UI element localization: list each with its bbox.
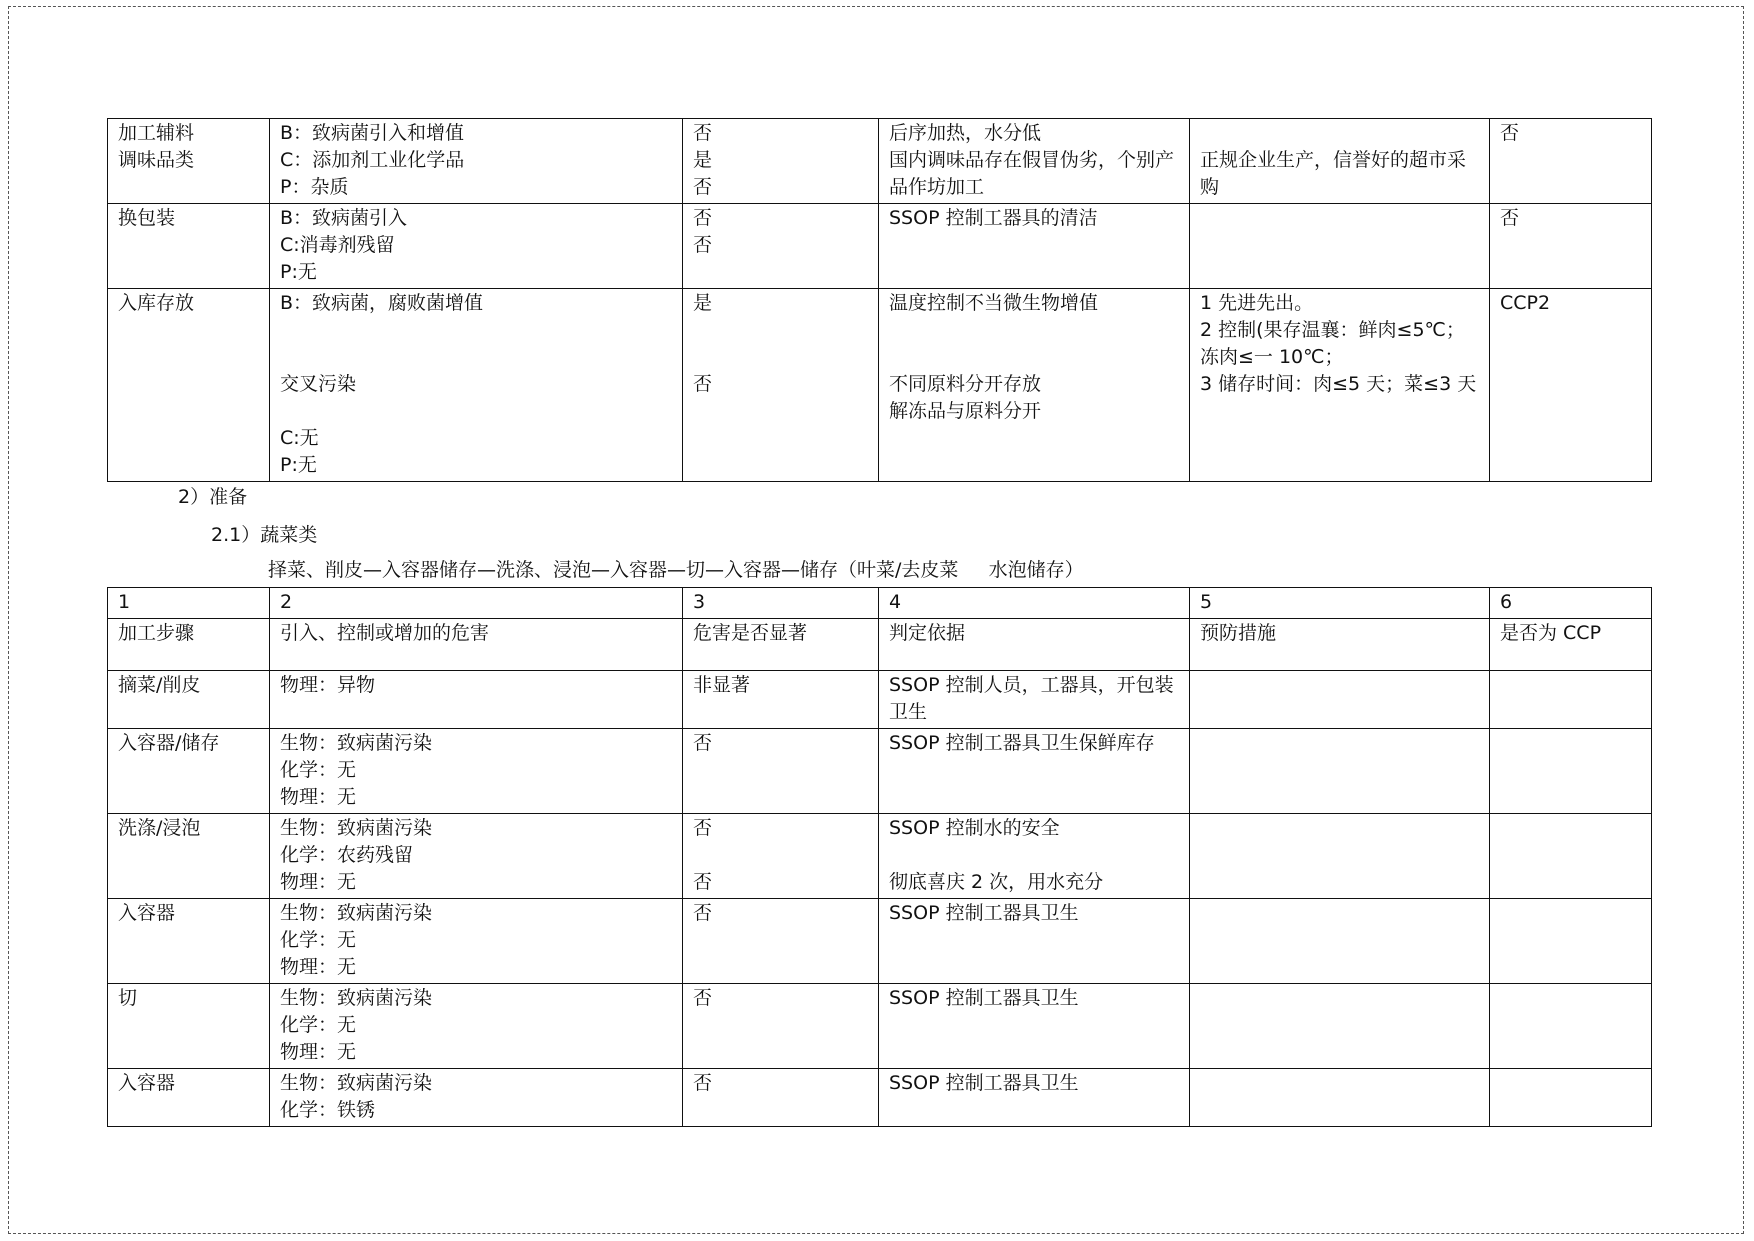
table-row bbox=[108, 671, 1652, 729]
hazard-table-continued bbox=[107, 118, 1652, 482]
header-row bbox=[108, 619, 1652, 671]
table-row bbox=[108, 1069, 1652, 1127]
ccp-cell: 否 bbox=[1490, 119, 1652, 204]
hazard-cell: B：致病菌，腐败菌增值 交叉污染 C:无 P:无 bbox=[270, 289, 683, 482]
measure-cell: 正规企业生产，信誉好的超市采购 bbox=[1190, 119, 1490, 204]
table-row bbox=[108, 814, 1652, 899]
measure-cell bbox=[1190, 204, 1490, 289]
subsection-heading: 2.1）蔬菜类 bbox=[211, 524, 318, 546]
measure-cell bbox=[1190, 1069, 1490, 1127]
ccp-cell bbox=[1490, 984, 1652, 1069]
significance-cell: 否 是 否 bbox=[683, 119, 879, 204]
step-cell: 洗涤/浸泡 bbox=[108, 814, 270, 899]
significance-cell: 否 bbox=[683, 984, 879, 1069]
step-cell: 入容器 bbox=[108, 899, 270, 984]
ccp-cell bbox=[1490, 899, 1652, 984]
column-number: 5 bbox=[1190, 588, 1490, 619]
significance-cell: 否 bbox=[683, 1069, 879, 1127]
column-number: 3 bbox=[683, 588, 879, 619]
significance-cell: 非显著 bbox=[683, 671, 879, 729]
hazard-cell: 生物：致病菌污染 化学：无 物理：无 bbox=[270, 899, 683, 984]
hazard-cell: 生物：致病菌污染 化学：无 物理：无 bbox=[270, 729, 683, 814]
vegetable-hazard-table bbox=[107, 587, 1652, 1127]
process-flow: 择菜、削皮—入容器储存—洗涤、浸泡—入容器—切—入容器—储存（叶菜/去皮菜 水泡储存） bbox=[268, 559, 1084, 581]
table-row bbox=[108, 204, 1652, 289]
column-number: 4 bbox=[879, 588, 1190, 619]
measure-cell bbox=[1190, 671, 1490, 729]
basis-cell: SSOP 控制工器具卫生 bbox=[879, 1069, 1190, 1127]
column-header: 引入、控制或增加的危害 bbox=[270, 619, 683, 671]
column-header: 加工步骤 bbox=[108, 619, 270, 671]
step-cell: 换包装 bbox=[108, 204, 270, 289]
table-row bbox=[108, 729, 1652, 814]
column-number: 1 bbox=[108, 588, 270, 619]
hazard-cell: 物理：异物 bbox=[270, 671, 683, 729]
significance-cell: 否 bbox=[683, 729, 879, 814]
basis-cell: SSOP 控制水的安全 彻底喜庆 2 次，用水充分 bbox=[879, 814, 1190, 899]
measure-cell bbox=[1190, 984, 1490, 1069]
basis-cell: SSOP 控制工器具的清洁 bbox=[879, 204, 1190, 289]
measure-cell: 1 先进先出。 2 控制(果存温襄：鲜肉≤5℃；冻肉≤一 10℃； 3 储存时间：肉≤5 天；菜≤3 天 bbox=[1190, 289, 1490, 482]
step-cell: 切 bbox=[108, 984, 270, 1069]
hazard-cell: 生物：致病菌污染 化学：铁锈 bbox=[270, 1069, 683, 1127]
column-number-row bbox=[108, 588, 1652, 619]
significance-cell: 否 bbox=[683, 899, 879, 984]
ccp-cell: CCP2 bbox=[1490, 289, 1652, 482]
measure-cell bbox=[1190, 899, 1490, 984]
hazard-cell: B：致病菌引入 C:消毒剂残留 P:无 bbox=[270, 204, 683, 289]
ccp-cell bbox=[1490, 814, 1652, 899]
column-number: 6 bbox=[1490, 588, 1652, 619]
table-row bbox=[108, 119, 1652, 204]
measure-cell bbox=[1190, 729, 1490, 814]
hazard-cell: 生物：致病菌污染 化学：农药残留 物理：无 bbox=[270, 814, 683, 899]
ccp-cell: 否 bbox=[1490, 204, 1652, 289]
column-number: 2 bbox=[270, 588, 683, 619]
basis-cell: 温度控制不当微生物增值 不同原料分开存放 解冻品与原料分开 bbox=[879, 289, 1190, 482]
step-cell: 摘菜/削皮 bbox=[108, 671, 270, 729]
significance-cell: 是 否 bbox=[683, 289, 879, 482]
table-row bbox=[108, 984, 1652, 1069]
column-header: 是否为 CCP bbox=[1490, 619, 1652, 671]
hazard-cell: B：致病菌引入和增值 C：添加剂工业化学品 P：杂质 bbox=[270, 119, 683, 204]
step-cell: 入容器 bbox=[108, 1069, 270, 1127]
ccp-cell bbox=[1490, 729, 1652, 814]
ccp-cell bbox=[1490, 671, 1652, 729]
significance-cell: 否 否 bbox=[683, 814, 879, 899]
measure-cell bbox=[1190, 814, 1490, 899]
basis-cell: SSOP 控制工器具卫生 bbox=[879, 899, 1190, 984]
basis-cell: 后序加热，水分低 国内调味品存在假冒伪劣，个别产品作坊加工 bbox=[879, 119, 1190, 204]
table-row bbox=[108, 289, 1652, 482]
step-cell: 加工辅料 调味品类 bbox=[108, 119, 270, 204]
significance-cell: 否 否 bbox=[683, 204, 879, 289]
column-header: 危害是否显著 bbox=[683, 619, 879, 671]
hazard-cell: 生物：致病菌污染 化学：无 物理：无 bbox=[270, 984, 683, 1069]
basis-cell: SSOP 控制人员，工器具，开包装卫生 bbox=[879, 671, 1190, 729]
column-header: 预防措施 bbox=[1190, 619, 1490, 671]
basis-cell: SSOP 控制工器具卫生 bbox=[879, 984, 1190, 1069]
ccp-cell bbox=[1490, 1069, 1652, 1127]
column-header: 判定依据 bbox=[879, 619, 1190, 671]
basis-cell: SSOP 控制工器具卫生保鲜库存 bbox=[879, 729, 1190, 814]
step-cell: 入库存放 bbox=[108, 289, 270, 482]
section-heading: 2）准备 bbox=[178, 486, 248, 508]
step-cell: 入容器/储存 bbox=[108, 729, 270, 814]
table-row bbox=[108, 899, 1652, 984]
